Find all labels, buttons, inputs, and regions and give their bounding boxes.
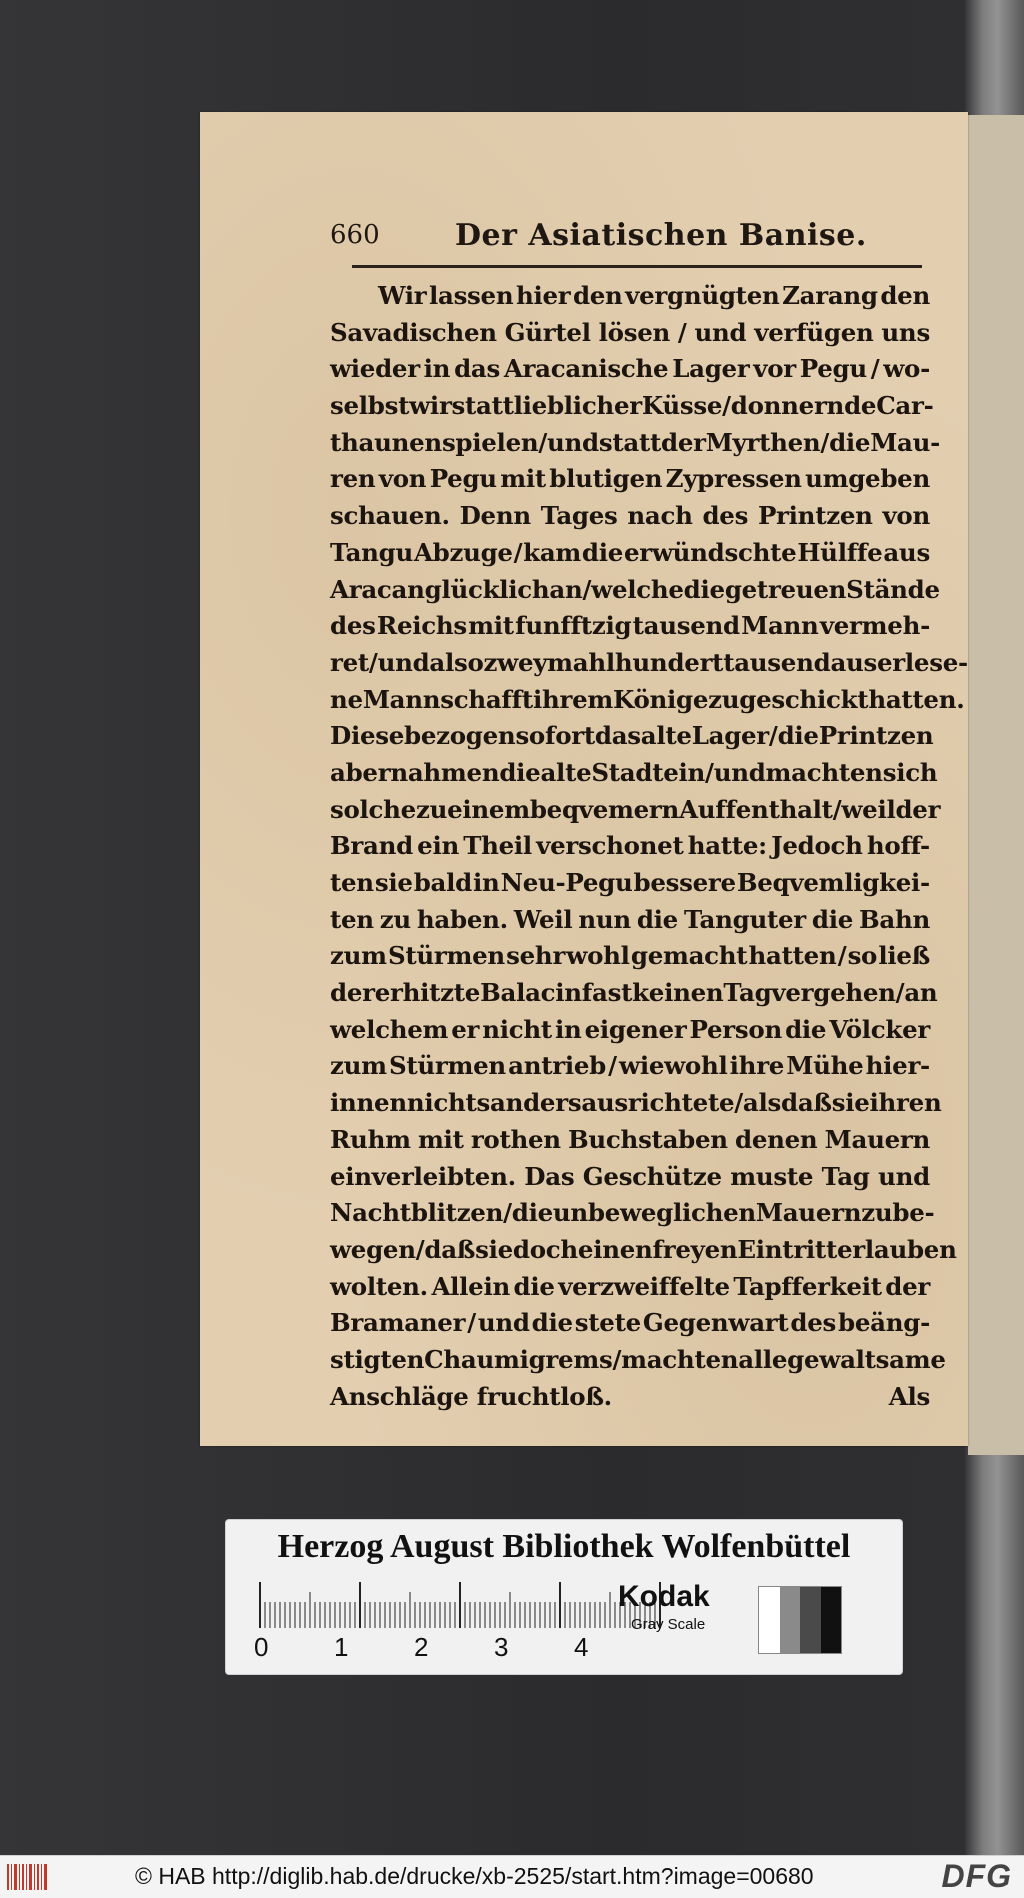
word: zu [415,794,448,824]
word: solche [330,794,416,824]
word: ihre [729,1051,785,1081]
word: ein/ [663,757,714,787]
word: und [694,317,747,347]
word: wegen [330,1234,416,1264]
word: Stadt [591,757,664,787]
word: welche [591,574,684,604]
word: das [454,354,500,384]
word: tausend [723,647,831,677]
word: be- [892,1198,935,1228]
word: Könige [612,684,709,714]
text-line [330,902,930,939]
word: erlauben [836,1234,957,1264]
text-line [330,792,941,829]
word: Mühe [786,1051,864,1081]
word: mit [500,464,546,494]
word: von [882,501,930,531]
word: kam [523,537,582,567]
word: / [837,941,847,971]
word: Bramaner [330,1308,466,1338]
word: die [499,757,541,787]
text-line [330,1305,930,1342]
word: vergnügten [625,281,780,310]
word: antrieb [508,1051,606,1081]
word: Aracanische [503,354,669,384]
word: Gürtel [504,317,591,347]
word: beäng- [838,1308,930,1338]
word: und [878,1161,930,1191]
word: alle [738,1344,788,1374]
word: als [742,1088,781,1118]
text-line [330,498,930,535]
final-line-text: Anschläge fruchtloß. [330,1381,612,1411]
word: sie [831,1088,870,1118]
word: / [612,1344,622,1374]
word: selbst [330,391,410,421]
word: / [677,317,687,347]
word: einen [577,1234,653,1264]
text-line [330,1269,930,1306]
header-rule [352,265,922,268]
word: Mauern [824,1124,930,1154]
text-line [330,1342,946,1379]
word: bessere [633,868,736,897]
word: lösen [598,317,670,347]
word: denen [735,1124,818,1154]
word: statt [598,427,661,457]
word: und [477,1308,530,1338]
word: stigten [330,1344,425,1374]
word: Myrthen/ [705,427,830,457]
gray-swatch [758,1586,842,1654]
word: mit [417,1124,464,1154]
word: thaunen [330,427,442,457]
word: Denn [459,501,531,531]
word: Beqvemligkei- [736,868,930,897]
ruler-label: 2 [414,1632,429,1662]
word: blutigen [549,464,663,494]
word: er [451,1014,480,1044]
word: die [513,1271,555,1301]
word: in [473,868,500,897]
word: auserlese- [830,647,968,677]
word: vergehen/ [771,978,905,1008]
word: Das [524,1161,575,1191]
word: zweymahl [483,647,615,677]
word: lieblicher [513,391,642,421]
word: ten [330,904,374,934]
word: machten [621,1344,739,1374]
word: blitzen [410,1198,504,1228]
word: Reichs [376,611,467,641]
word: Bahn [858,904,930,934]
word: ließ [878,941,930,971]
word: lassen [428,281,514,310]
text-line [330,608,930,645]
word: ret/ [330,647,378,677]
word: wo- [883,354,930,384]
word: Ruhm [330,1124,411,1154]
word: nahmen [390,757,500,787]
word: die [636,904,678,934]
word: der [895,794,941,824]
text-line [330,572,940,609]
word: der [661,427,706,457]
word: haben. [416,904,508,934]
word: hatten [748,941,837,971]
word: Balacin [480,978,582,1008]
word: donnernde [730,391,877,421]
word: Person [689,1014,782,1044]
ruler-label: 0 [254,1632,269,1662]
word: Stände [846,574,940,604]
word: / [722,391,731,421]
word: erwündschte [623,537,797,567]
word: Tanguter [683,904,806,934]
page-header [330,220,930,266]
word: Mannschafft [362,684,533,714]
word: an [904,978,938,1008]
word: bald [413,868,472,897]
word: erhitzte [374,978,481,1008]
word: Car- [876,391,934,421]
word: / [870,354,880,384]
word: Chaumigrems [424,1344,613,1374]
word: Printzen [757,501,873,531]
word: wir [409,391,452,421]
word: Mauern [755,1198,862,1228]
body-text [330,278,968,1415]
word: keinen [632,978,724,1008]
word: spielen/ [441,427,548,457]
text-line [330,315,930,352]
word: an/ [549,574,592,604]
text-line [330,1012,930,1049]
text-line [330,278,930,315]
word: freyen [652,1234,738,1264]
word: muste [730,1161,814,1191]
word: nun [578,904,631,934]
word: von [378,464,427,494]
word: stete [574,1308,641,1338]
word: hier [515,281,571,310]
word: nichts [406,1088,491,1118]
word: fast [581,978,633,1008]
word: hundert [614,647,724,677]
word: sich [882,757,938,787]
text-line [330,1195,935,1232]
word: den [572,281,623,310]
text-line [330,938,930,975]
word: glücklich [424,574,550,604]
text-line [330,1085,942,1122]
word: eigener [584,1014,687,1044]
word: des [790,1308,837,1338]
ruler-label: 4 [574,1632,589,1662]
word: ihren [869,1088,942,1118]
word: verschonet [536,831,684,861]
word: Auffenthalt [679,794,833,824]
word: Eintritt [737,1234,837,1264]
copyright-url: © HAB http://diglib.hab.de/drucke/xb-2525/start.htm?image=00680 [135,1863,814,1889]
word: / [734,1088,743,1118]
word: wiewohl [619,1051,728,1081]
word: / [608,1051,617,1081]
kodak-logo: Kodak [618,1580,710,1613]
word: nach [627,501,693,531]
word: getreuen [724,574,847,604]
color-calibration-card [226,1520,902,1674]
word: schauen. [330,501,450,531]
word: des [702,501,749,531]
catchword: Als [888,1381,930,1411]
word: Neu-Pegu [500,868,633,897]
word: die [511,1198,553,1228]
word: / [467,1308,476,1338]
word: den [880,281,930,310]
word: einverleibten. [330,1161,516,1191]
word: Geschütze [582,1161,722,1191]
word: zum [330,941,387,971]
word: Aracan [330,574,425,604]
word: Hülffe [797,537,883,567]
word: welchem [330,1014,449,1044]
word: nicht [482,1014,552,1044]
word: Mau- [870,427,940,457]
word: rothen [470,1124,561,1154]
word: ein [417,831,459,861]
word: ren [330,464,376,494]
word: so [515,721,545,751]
word: Pegu [429,464,497,494]
text-line [330,1159,930,1196]
word: des [330,611,376,641]
word: bezogen [404,721,516,751]
word: ihrem [532,684,613,714]
word: Nacht [330,1198,411,1228]
word: hoff- [866,831,930,861]
word: umgeben [805,464,930,494]
text-line [330,718,934,755]
word: die [531,1308,573,1338]
text-line [330,351,930,388]
word: Savadischen [330,317,497,347]
text-line [330,461,930,498]
text-line [330,975,938,1012]
word: Tages [540,501,618,531]
text-line [330,682,965,719]
word: doch [512,1234,578,1264]
word: Theil [463,831,532,861]
word: / [503,1198,512,1228]
word: hatte: [687,831,767,861]
word: Printzen [818,721,934,751]
word: der [330,978,375,1008]
word: gewaltsame [787,1344,946,1374]
word: wohl [566,941,630,971]
word: aus [883,537,930,567]
word: ausrichtete [581,1088,735,1118]
word: alte [640,721,692,751]
word: die [829,427,871,457]
word: Pegu [799,354,867,384]
word: die [683,574,725,604]
word: zum [330,1051,387,1081]
text-line [330,535,930,572]
word: Buchstaben [568,1124,728,1154]
word: daß [781,1088,832,1118]
text-line [330,425,940,462]
barcode-icon [6,1864,48,1890]
adjacent-page-edge [968,115,1024,1455]
word: in [555,1014,582,1044]
text-line [330,1232,957,1269]
ruler-label: 3 [494,1632,509,1662]
word: verfügen [754,317,874,347]
word: wieder [330,354,420,384]
word: Tag [821,1161,870,1191]
text-line [330,388,934,425]
library-name: Herzog August Bibliothek Wolfenbüttel [277,1528,851,1565]
ruler-scale [258,1582,818,1628]
running-head: Der Asiatischen Banise. [455,218,867,253]
word: Diese [330,721,405,751]
word: hier- [865,1051,930,1081]
word: Wir [378,281,427,310]
word: Allein [431,1271,510,1301]
dfg-logo: DFG [941,1858,1012,1894]
word: Tangu [330,537,414,567]
text-line [330,1122,930,1159]
word: Stürmen [387,941,505,971]
word: zugeschickt [708,684,869,714]
ruler-label: 1 [334,1632,349,1662]
word: und [377,647,430,677]
word: zu [861,1198,893,1228]
word: funfftzig [515,611,632,641]
word: / [768,721,778,751]
word: zu [379,904,411,934]
word: gemacht [630,941,748,971]
word: Mann [741,611,819,641]
word: und [713,757,766,787]
word: anders [490,1088,582,1118]
gray-scale-label: Gray Scale [631,1616,706,1633]
word: vor [753,354,796,384]
word: und [547,427,599,457]
word: / [832,794,842,824]
word: / [415,1234,425,1264]
word: Gegenwart [642,1308,789,1338]
word: also [429,647,484,677]
word: ten [330,868,374,897]
text-line [330,828,930,865]
text-line [330,865,930,902]
word: die [811,904,853,934]
word: Jedoch [771,831,863,861]
word: die [785,1014,827,1044]
word: sie [374,868,413,897]
word: verzweiffelte [558,1271,730,1301]
word: vermeh- [819,611,930,641]
word: das [594,721,641,751]
word: wolten. [330,1271,428,1301]
word: mit [468,611,514,641]
word: so [847,941,878,971]
word: Tag [723,978,772,1008]
word: beqvemern [529,794,680,824]
word: sie [475,1234,513,1264]
word: Brand [330,831,413,861]
word: die [581,537,624,567]
word: die [777,721,819,751]
page-number: 660 [330,220,380,250]
word: alte [540,757,592,787]
text-line-last [330,1379,930,1416]
word: Lager [691,721,769,751]
word: ne [330,684,363,714]
word: Völcker [829,1014,930,1044]
word: Küsse [641,391,723,421]
word: uns [881,317,930,347]
word: unbeweglichen [552,1198,756,1228]
word: Tapfferkeit [733,1271,882,1301]
word: in [423,354,451,384]
word: daß [424,1234,476,1264]
word: Stürmen [388,1051,506,1081]
word: statt [451,391,514,421]
text-line [330,1048,930,1085]
word: hatten. [868,684,965,714]
word: aber [330,757,391,787]
text-line [330,645,968,682]
word: Zarang [782,281,878,310]
footer-bar [0,1855,1024,1898]
word: Lager [672,354,750,384]
word: weil [841,794,896,824]
text-line [330,755,938,792]
word: Weil [513,904,573,934]
word: tausend [632,611,740,641]
word: einem [447,794,530,824]
word: Zypressen [665,464,802,494]
word: der [885,1271,930,1301]
word: machten [765,757,883,787]
word: / [513,537,523,567]
word: sehr [506,941,566,971]
word: fort [544,721,595,751]
word: innen [330,1088,407,1118]
word: Abzuge [413,537,513,567]
